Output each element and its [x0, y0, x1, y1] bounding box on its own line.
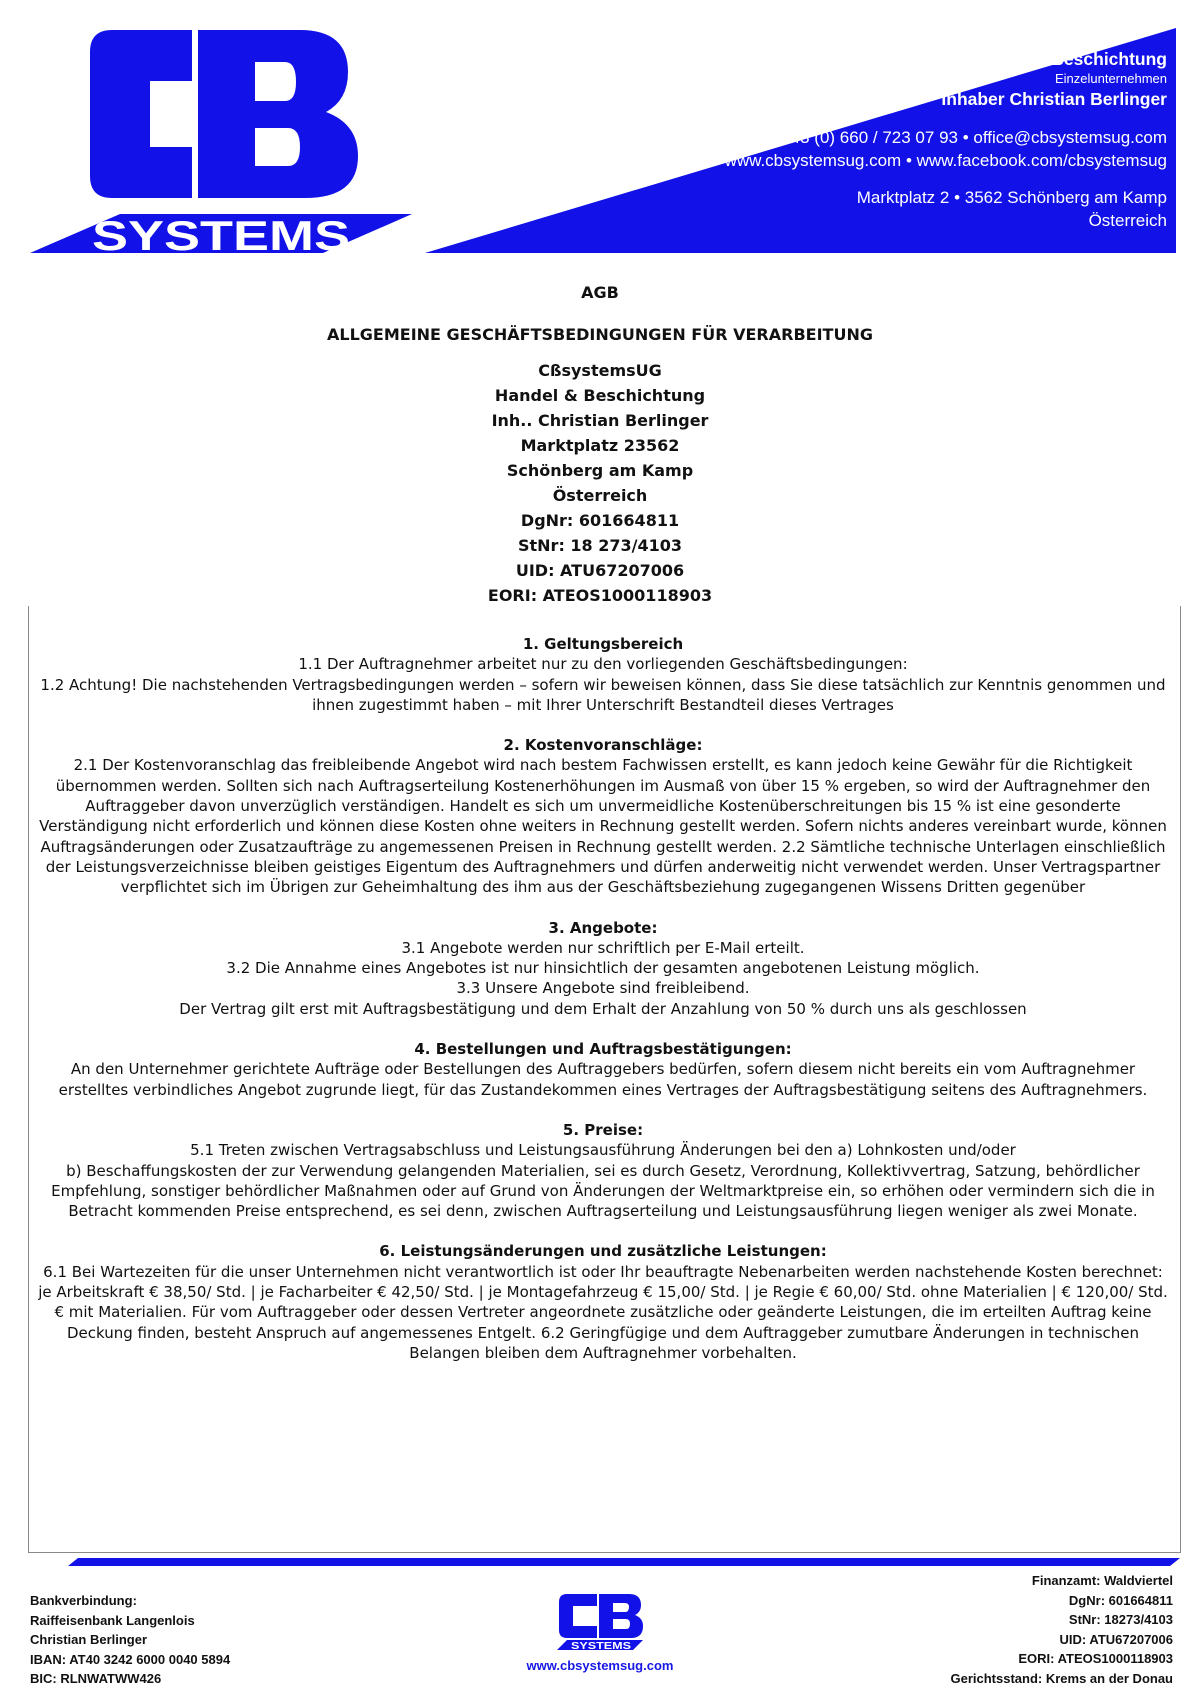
company-details — [0, 358, 1200, 608]
company-detail-line: Schönberg am Kamp — [506, 461, 694, 480]
document-short-title: AGB — [581, 283, 619, 302]
terms-section — [38, 735, 1168, 897]
company-detail-line: Handel & Beschichtung — [494, 386, 706, 405]
section-title: 2. Kostenvoranschläge: — [503, 736, 703, 755]
footer-bank-details — [30, 1591, 230, 1689]
logo-letter-b — [198, 30, 358, 198]
logo-systems-word: SYSTEMS — [92, 212, 350, 259]
footer-tax-line: DgNr: 601664811 — [1068, 1592, 1173, 1608]
cb-logo — [30, 30, 412, 259]
section-paragraph: 2.1 Der Kostenvoranschlag das freibleibende Angebot wird nach bestem Fachwissen erstellt, es kann jedoch keine Gewähr für die Richtigkeit übernommen werden. Sollten sich nach Auftragserteilung Kostenerhöhungen im Ausmaß von über 15 % ergeben, so wird der Auftragnehmer den Auftraggeber davon unverzüglich verständigen. Handelt es sich um unvermeidliche Kostenüberschreitungen bis 15 % ist eine gesonderte Verständigung nicht erforderlich und können diese Kosten ohne weiters in Rechnung gestellt werden. Sofern nichts anderes vereinbart wurde, können Auftragsänderungen oder Zusatzaufträge zu angemessenen Preisen in Rechnung gestellt werden. 2.2 Sämtliche technische Unterlagen einschließlich der Leistungsverzeichnisse bleiben geistiges Eigentum des Auftragnehmers und dürfen anderweitig nicht verwendet werden. Unser Vertragspartner verpflichtet sich im Übrigen zur Geheimhaltung des ihm aus der Geschäftsbeziehung zugegangenen Wissens Dritten gegenüber — [39, 756, 1167, 897]
footer-logo-systems-word: SYSTEMS — [571, 1641, 632, 1652]
document-title-block — [0, 283, 1200, 608]
footer-logo-block — [500, 1592, 700, 1673]
terms-section — [38, 1120, 1168, 1221]
section-paragraph: 1.1 Der Auftragnehmer arbeitet nur zu den vorliegenden Geschäftsbedingungen: — [298, 655, 908, 674]
company-detail-line: Inh.. Christian Berlinger — [491, 411, 709, 430]
terms-section — [38, 1241, 1168, 1363]
terms-section — [38, 634, 1168, 715]
document-title: ALLGEMEINE GESCHÄFTSBEDINGUNGEN FÜR VERARBEITUNG — [327, 325, 873, 344]
header-address: Marktplatz 2 • 3562 Schönberg am Kamp — [856, 188, 1167, 207]
footer-blue-bar — [68, 1558, 1180, 1566]
footer-bank-line: Bankverbindung: — [30, 1593, 137, 1608]
terms-section — [38, 918, 1168, 1019]
footer-tax-details — [951, 1571, 1174, 1688]
header-owner: Inhaber Christian Berlinger — [941, 89, 1167, 109]
footer-tax-line: EORI: ATEOS1000118903 — [1018, 1651, 1173, 1666]
company-detail-line: UID: ATU67207006 — [515, 561, 685, 580]
section-title: 3. Angebote: — [548, 918, 658, 937]
section-paragraph: 5.1 Treten zwischen Vertragsabschluss und Leistungsausführung Änderungen bei den a) Lohnkosten und/oder — [190, 1141, 1016, 1160]
company-detail-line: Österreich — [552, 486, 648, 505]
terms-section — [38, 1039, 1168, 1100]
company-detail-line: StNr: 18 273/4103 — [517, 536, 683, 555]
footer-website: www.cbsystemsug.com — [526, 1658, 674, 1673]
section-paragraph: 3.2 Die Annahme eines Angebotes ist nur hinsichtlich der gesamten angebotenen Leistung möglich. — [226, 959, 980, 978]
logo-letter-c — [90, 30, 192, 198]
letterhead — [0, 0, 1200, 260]
footer-tax-line: Finanzamt: Waldviertel — [1031, 1573, 1173, 1588]
section-paragraph: 1.2 Achtung! Die nachstehenden Vertragsbedingungen werden – sofern wir beweisen können, dass Sie diese tatsächlich zur Kenntnis genommen und ihnen zugestimmt haben – mit Ihrer Unterschrift Bestandteil dieses Vertrages — [40, 675, 1166, 714]
terms-sections — [38, 634, 1168, 1383]
header-company-name: "CBsystemsUG" – Handel & Beschichtung — [812, 49, 1167, 69]
header-websites: www.cbsystemsug.com • www.facebook.com/cbsystemsug — [724, 151, 1167, 170]
footer-tax-line: Gerichtsstand: Krems an der Donau — [950, 1670, 1173, 1686]
section-title: 6. Leistungsänderungen und zusätzliche Leistungen: — [379, 1242, 827, 1261]
company-detail-line: Marktplatz 23562 — [520, 436, 680, 455]
footer-cb-logo — [555, 1592, 645, 1652]
section-paragraph: b) Beschaffungskosten der zur Verwendung gelangenden Materialien, sei es durch Gesetz, Verordnung, Kollektivvertrag, Satzung, behördlicher Empfehlung, sonstiger behördlicher Maßnahmen oder auf Grund von Änderungen der Weltmarktpreise ein, so erhöhen oder vermindern sich die in Betracht kommenden Preise entsprechend, es sei denn, zwischen Auftragserteilung und Leistungsausführung liegen weniger als zwei Monate. — [51, 1161, 1155, 1221]
letterhead-contact-block — [725, 48, 1167, 232]
footer-bank-line: BIC: RLNWATWW426 — [30, 1671, 162, 1686]
header-legal-form: Einzelunternehmen — [1054, 71, 1167, 86]
section-title: 4. Bestellungen und Auftragsbestätigungen: — [414, 1040, 792, 1059]
footer-bank-line: IBAN: AT40 3242 6000 0040 5894 — [30, 1651, 231, 1667]
section-paragraph: An den Unternehmer gerichtete Aufträge oder Bestellungen des Auftraggebers bedürfen, sofern diesem nicht bereits ein vom Auftragnehmer erstelltes verbindliches Angebot zugrunde liegt, für das Zustandekommen eines Vertrages der Auftragsbestätigung seitens des Auftragnehmers. — [58, 1060, 1148, 1099]
footer-tax-line: StNr: 18273/4103 — [1068, 1612, 1173, 1627]
section-paragraph: 3.1 Angebote werden nur schriftlich per E-Mail erteilt. — [401, 938, 805, 957]
footer-logo-letter-b — [599, 1594, 643, 1638]
section-paragraph: 3.3 Unsere Angebote sind freibleibend. — [456, 979, 750, 998]
footer-tax-line: UID: ATU67207006 — [1059, 1631, 1173, 1647]
footer-bank-line: Raiffeisenbank Langenlois — [30, 1612, 195, 1628]
footer-logo-letter-c — [559, 1594, 597, 1638]
company-detail-line: EORI: ATEOS1000118903 — [487, 586, 713, 605]
section-title: 5. Preise: — [562, 1120, 644, 1139]
company-detail-line: CßsystemsUG — [538, 361, 662, 380]
section-paragraph: Der Vertrag gilt erst mit Auftragsbestätigung und dem Erhalt der Anzahlung von 50 % durch uns als geschlossen — [179, 999, 1027, 1018]
section-paragraph: 6.1 Bei Wartezeiten für die unser Unternehmen nicht verantwortlich ist oder Ihr beauftragte Nebenarbeiten werden nachstehende Kosten berechnet: je Arbeitskraft € 38,50/ Std. | je Facharbeiter € 42,50/ Std. | je Montagefahrzeug € 15,00/ Std. | je Regie € 60,00/ Std. ohne Materialien | € 120,00/ Std. € mit Materialien. Für vom Auftraggeber oder dessen Vertreter angeordnete zusätzliche oder geänderte Leistungen, die im erteilten Auftrag keine Deckung finden, besteht Anspruch auf angemessenes Entgelt. 6.2 Geringfügige und dem Auftraggeber zumutbare Änderungen in technischen Belangen bleiben dem Auftragnehmer vorbehalten. — [38, 1262, 1168, 1362]
header-country: Österreich — [1088, 211, 1167, 230]
header-phone-email: +43 (0) 660 / 723 07 93 • office@cbsystemsug.com — [780, 128, 1167, 147]
footer-bank-line: Christian Berlinger — [30, 1632, 148, 1647]
section-title: 1. Geltungsbereich — [522, 635, 684, 653]
company-detail-line: DgNr: 601664811 — [520, 511, 680, 530]
